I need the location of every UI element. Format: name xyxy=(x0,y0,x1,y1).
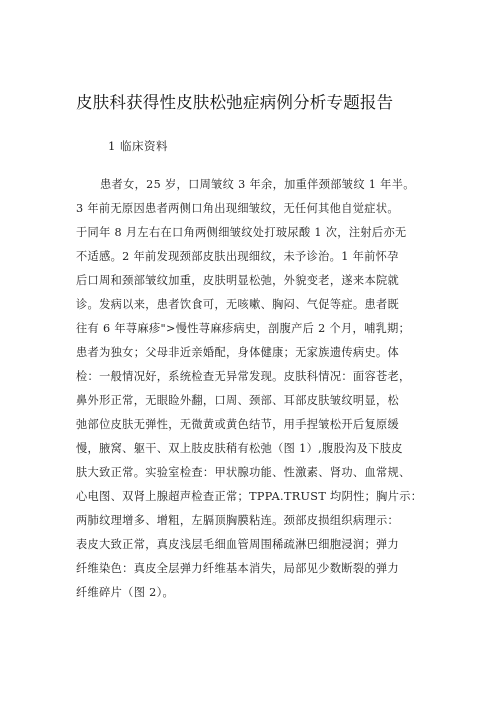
paragraph-line: 往有 6 年荨麻疹">慢性荨麻疹病史，剖腹产后 2 个月，哺乳期； xyxy=(76,322,411,335)
paragraph-line: 鼻外形正常，无眼睑外翻，口周、颈部、耳部皮肤皱纹明显，松 xyxy=(76,394,400,407)
paragraph-line: 纤维染色：真皮全层弹力纤维基本消失，局部见少数断裂的弹力 xyxy=(76,562,400,575)
paragraph-line: 诊。发病以来，患者饮食可，无咳嗽、胸闷、气促等症。患者既 xyxy=(76,298,400,311)
paragraph-line: 慢，腋窝、躯干、双上肢皮肤稍有松弛（图 1）,腹股沟及下肢皮 xyxy=(76,442,403,455)
paragraph-line: 肤大致正常。实验室检查：甲状腺功能、性激素、肾功、血常规、 xyxy=(76,466,411,479)
paragraph-line: 不适感。2 年前发现颈部皮肤出现细纹，未予诊治。1 年前怀孕 xyxy=(76,250,399,263)
paragraph-line: 检：一般情况好，系统检查无异常发现。皮肤科情况：面容苍老， xyxy=(76,370,411,383)
paragraph-line: 后口周和颈部皱纹加重，皮肤明显松弛，外貌变老，遂来本院就 xyxy=(76,274,400,287)
paragraph-line: 表皮大致正常，真皮浅层毛细血管周围稀疏淋巴细胞浸润；弹力 xyxy=(76,538,400,551)
section-heading: 1 临床资料 xyxy=(108,139,168,153)
report-title: 皮肤科获得性皮肤松弛症病例分析专题报告 xyxy=(76,93,394,112)
paragraph-line: 患者为独女；父母非近亲婚配，身体健康；无家族遗传病史。体 xyxy=(76,346,400,359)
paragraph-line: 患者女，25 岁，口周皱纹 3 年余，加重伴颈部皱纹 1 年半。 xyxy=(100,178,415,191)
paragraph-line: 心电图、双肾上腺超声检查正常；TPPA.TRUST 均阴性；胸片示： xyxy=(76,490,423,503)
paragraph-line: 两肺纹理增多、增粗，左膈顶胸膜粘连。颈部皮损组织病理示： xyxy=(76,514,400,527)
paragraph-line: 弛部位皮肤无弹性，无微黄或黄色结节，用手捏皱松开后复原缓 xyxy=(76,418,400,431)
paragraph-line: 纤维碎片（图 2）。 xyxy=(76,586,175,599)
paragraph-line: 3 年前无原因患者两侧口角出现细皱纹，无任何其他自觉症状。 xyxy=(76,202,399,215)
paragraph-line: 于同年 8 月左右在口角两侧细皱纹处打玻尿酸 1 次，注射后亦无 xyxy=(76,226,407,239)
